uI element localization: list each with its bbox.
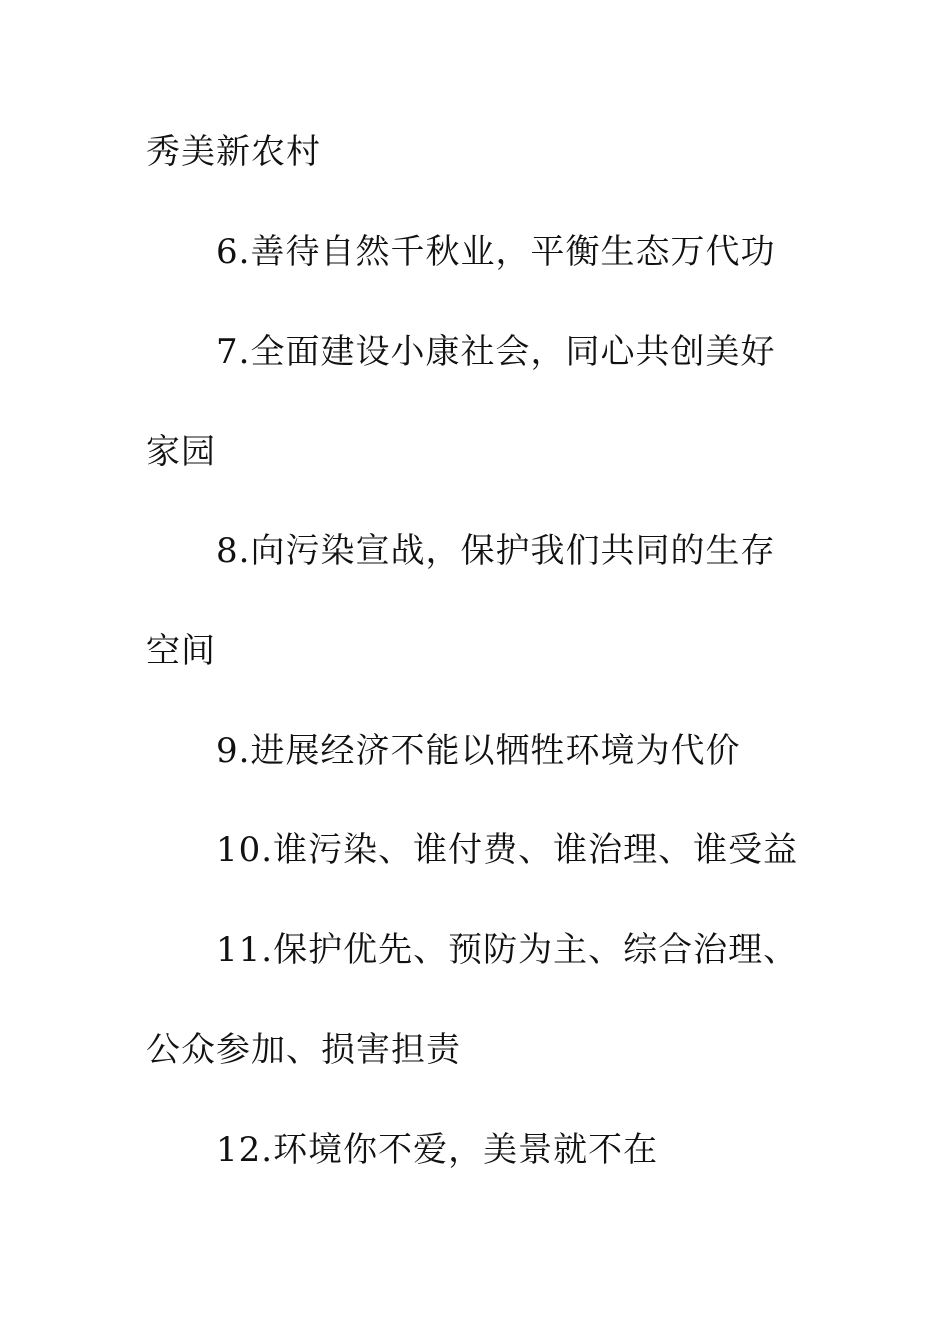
slogan-12: 12.环境你不爱，美景就不在 <box>216 1130 659 1170</box>
slogan-11: 11.保护优先、预防为主、综合治理、 <box>216 930 799 970</box>
slogan-11-continuation: 公众参加、损害担责 <box>146 1030 461 1070</box>
slogan-9: 9.进展经济不能以牺牲环境为代价 <box>216 731 741 771</box>
slogan-10: 10.谁污染、谁付费、谁治理、谁受益 <box>216 830 799 870</box>
slogan-5-continuation: 秀美新农村 <box>146 132 321 172</box>
slogan-7: 7.全面建设小康社会，同心共创美好 <box>216 332 776 372</box>
slogan-6: 6.善待自然千秋业，平衡生态万代功 <box>216 232 776 272</box>
slogan-7-continuation: 家园 <box>146 432 216 472</box>
slogan-8-continuation: 空间 <box>146 631 216 671</box>
slogan-8: 8.向污染宣战，保护我们共同的生存 <box>216 531 776 571</box>
